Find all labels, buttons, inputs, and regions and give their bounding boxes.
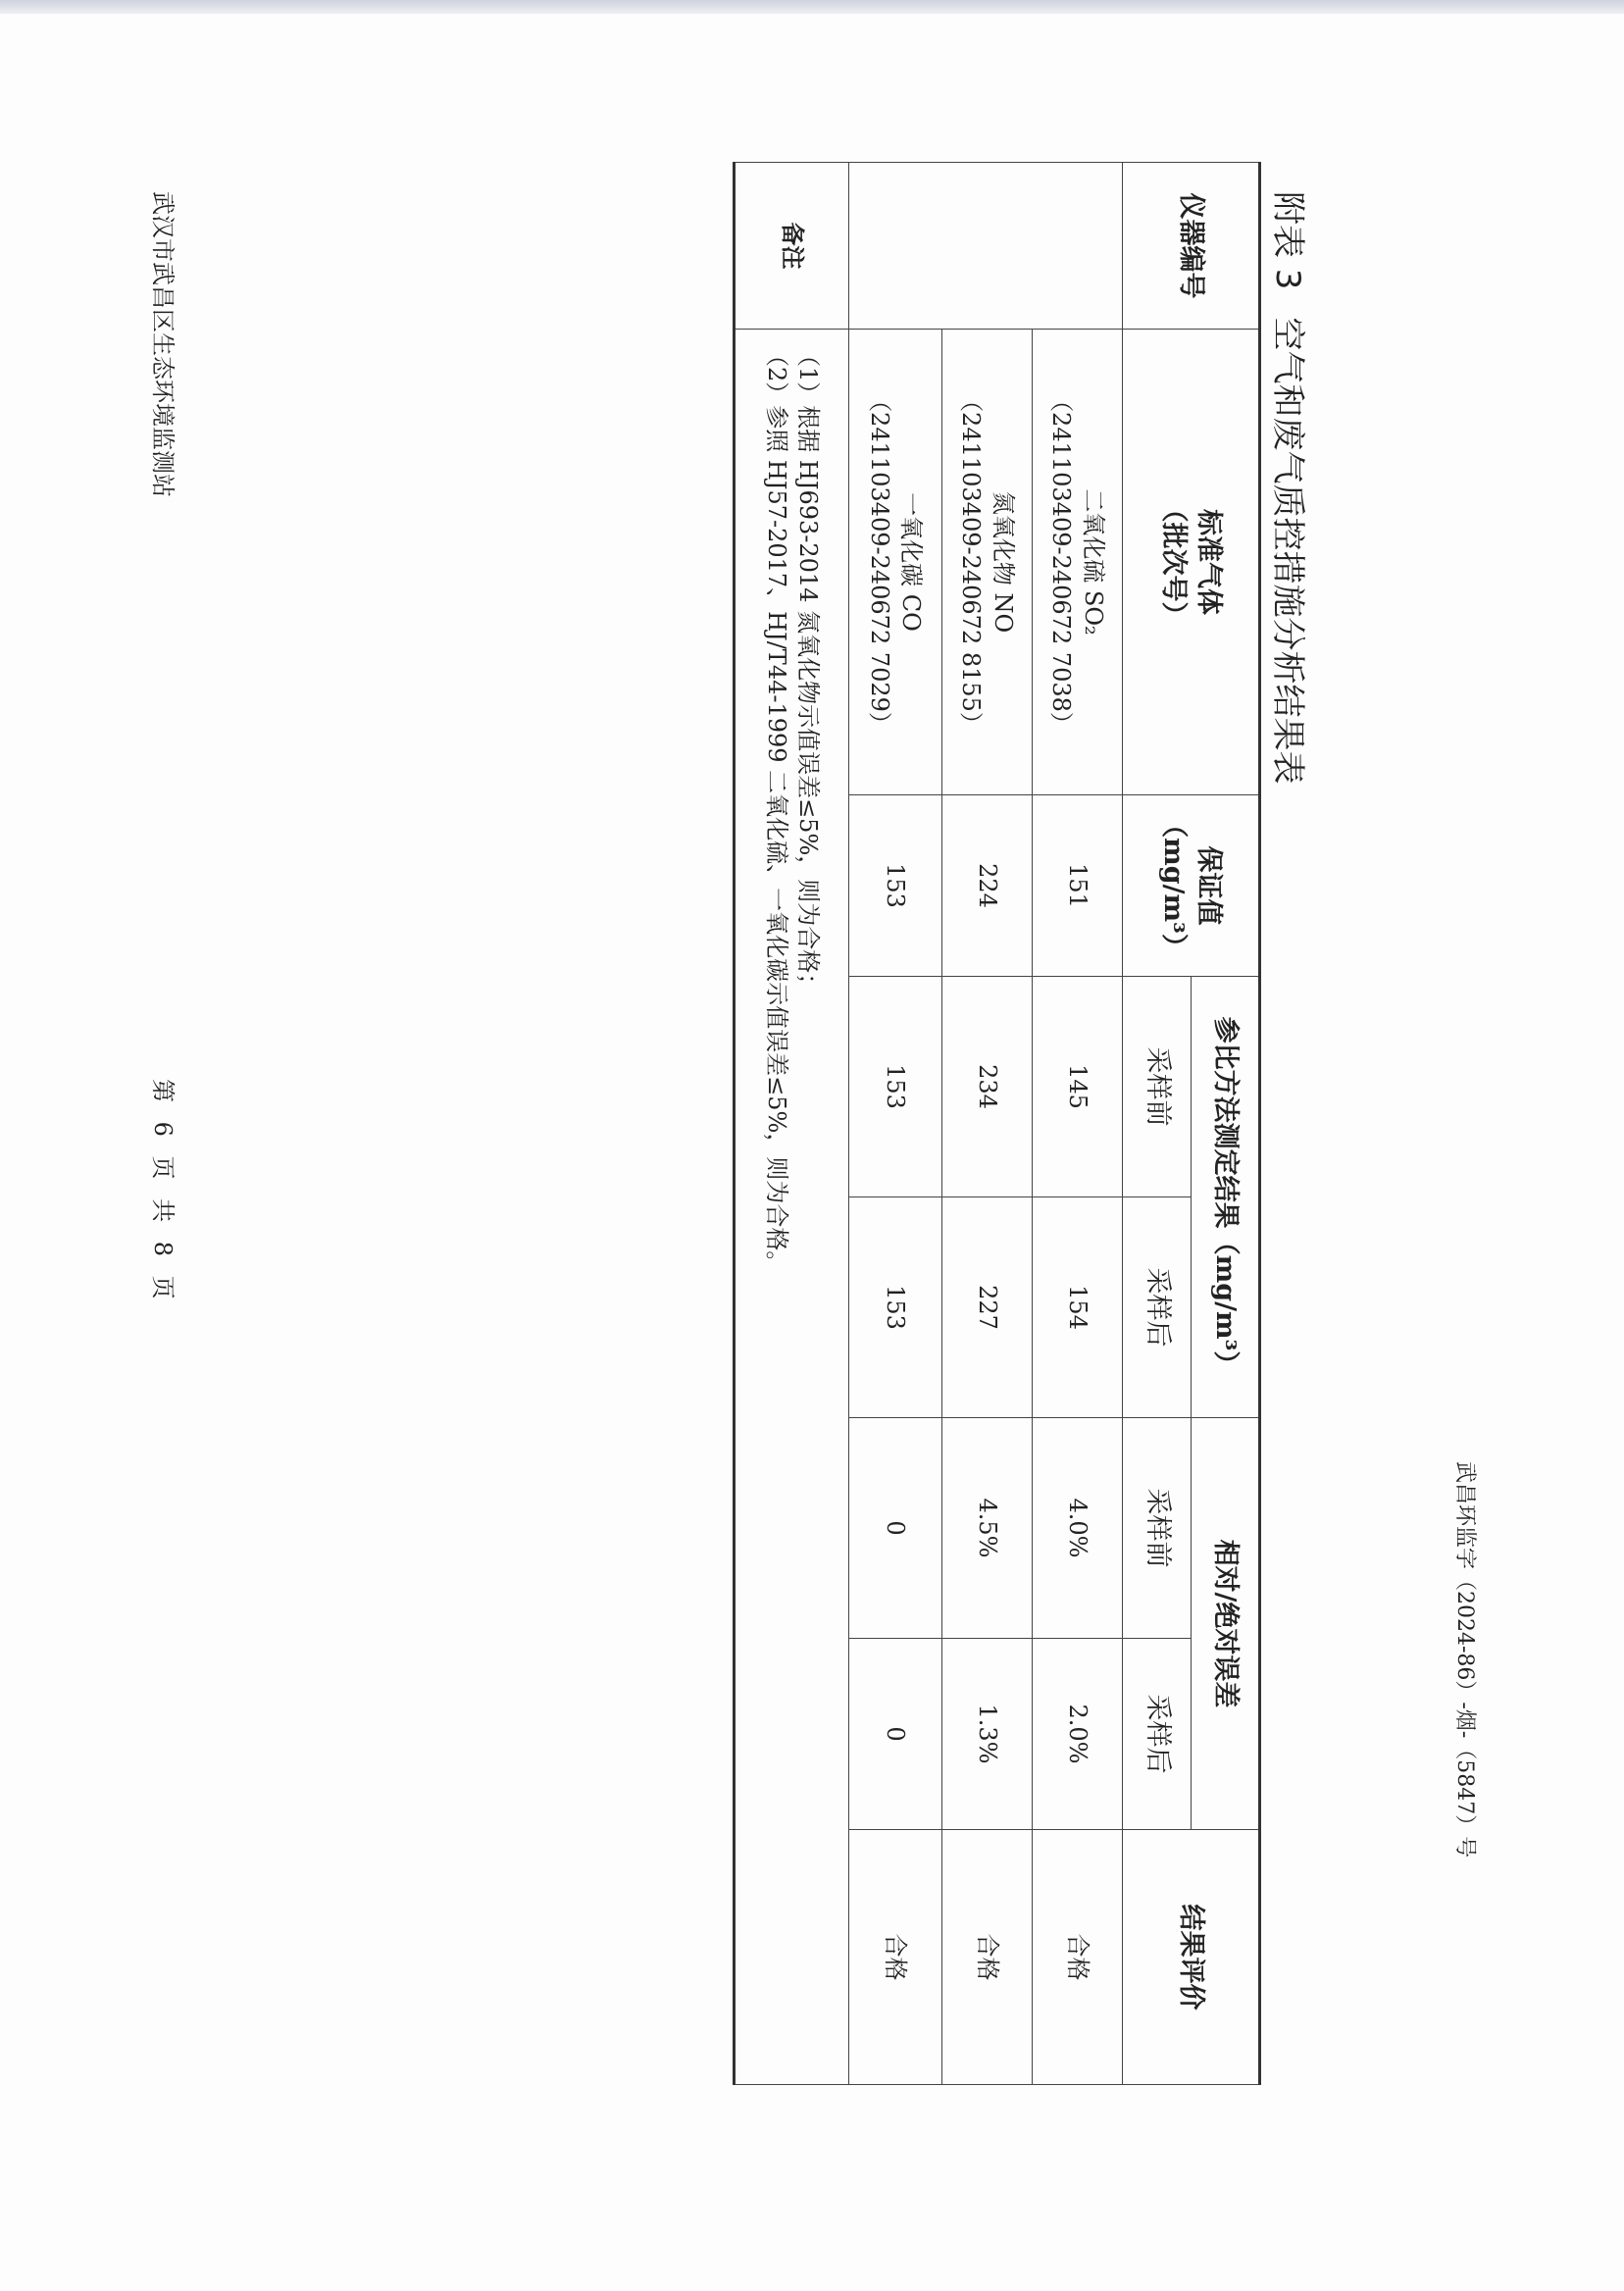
header-standard-gas: [1123, 330, 1260, 795]
header-instrument: 仪器编号: [1123, 163, 1260, 330]
header-evaluation: 结果评价: [1123, 1830, 1260, 2085]
gas-cell: [849, 330, 942, 795]
gas-batch: （241103409-240672 7029）: [866, 388, 893, 736]
evaluation-cell: 合格: [1033, 1830, 1123, 2085]
after-cell: 154: [1033, 1197, 1123, 1418]
error-after-cell: 0: [849, 1639, 942, 1830]
evaluation-cell: 合格: [849, 1830, 942, 2085]
error-before-cell: 0: [849, 1418, 942, 1639]
gas-name: 氮氧化物 NO: [989, 490, 1017, 634]
table-row: [849, 163, 942, 2085]
notes-row: [735, 163, 849, 2085]
footer-page-number: 第 6 页 共 8 页: [149, 1079, 177, 1305]
evaluation-cell: 合格: [942, 1830, 1033, 2085]
note-2: （2）参照 HJ57-2017、HJ/T44-1999 二氧化硫、一氧化碳示值误差≤5%，则为合格。: [763, 343, 791, 1275]
gas-batch: （241103409-240672 7038）: [1047, 388, 1076, 736]
header-error-before: 采样前: [1123, 1418, 1192, 1639]
header-error-after: 采样后: [1123, 1639, 1192, 1830]
header-error: 相对/绝对误差: [1192, 1418, 1260, 1830]
gas-batch: （241103409-240672 8155）: [957, 388, 986, 736]
header-standard-gas-label: 标准气体: [1193, 509, 1225, 615]
after-cell: 153: [849, 1197, 942, 1418]
header-guarantee-unit: （mg/m³）: [1158, 811, 1189, 960]
guarantee-cell: 151: [1033, 795, 1123, 977]
guarantee-cell: 224: [942, 795, 1033, 977]
after-cell: 227: [942, 1197, 1033, 1418]
before-cell: 234: [942, 977, 1033, 1197]
header-guarantee: [1123, 795, 1260, 977]
gas-cell: [1033, 330, 1123, 795]
title-prefix: 附表 3: [1268, 191, 1307, 290]
error-after-cell: 1.3%: [942, 1639, 1033, 1830]
header-standard-gas-sub: （批次号）: [1158, 495, 1189, 629]
notes-label: 备注: [735, 163, 849, 330]
document-number: 武昌环监字（2024-86）-烟-（5847）号: [1452, 1461, 1477, 1858]
error-after-cell: 2.0%: [1033, 1639, 1123, 1830]
table-row: [942, 163, 1033, 2085]
gas-name: 一氧化碳 CO: [897, 492, 926, 632]
gas-name: 二氧化硫 SO₂: [1079, 488, 1107, 636]
footer-organization: 武汉市武昌区生态环境监测站: [149, 191, 177, 497]
before-cell: 153: [849, 977, 942, 1197]
header-method-result: 参比方法测定结果（mg/m³）: [1192, 977, 1260, 1418]
gas-cell: [942, 330, 1033, 795]
header-guarantee-label: 保证值: [1193, 845, 1225, 926]
error-before-cell: 4.5%: [942, 1418, 1033, 1639]
before-cell: 145: [1033, 977, 1123, 1197]
header-before: 采样前: [1123, 977, 1192, 1197]
instrument-cell: [849, 163, 1123, 330]
header-after: 采样后: [1123, 1197, 1192, 1418]
table-title: [1267, 191, 1315, 811]
notes-cell: [735, 330, 849, 2085]
title-text: 空气和废气质控措施分析结果表: [1268, 317, 1307, 785]
note-1: （1）根据 HJ693-2014 氮氧化物示值误差≤5%，则为合格；: [793, 343, 822, 997]
error-before-cell: 4.0%: [1033, 1418, 1123, 1639]
guarantee-cell: 153: [849, 795, 942, 977]
qc-results-table: [733, 162, 1261, 2085]
table-row: [1033, 163, 1123, 2085]
